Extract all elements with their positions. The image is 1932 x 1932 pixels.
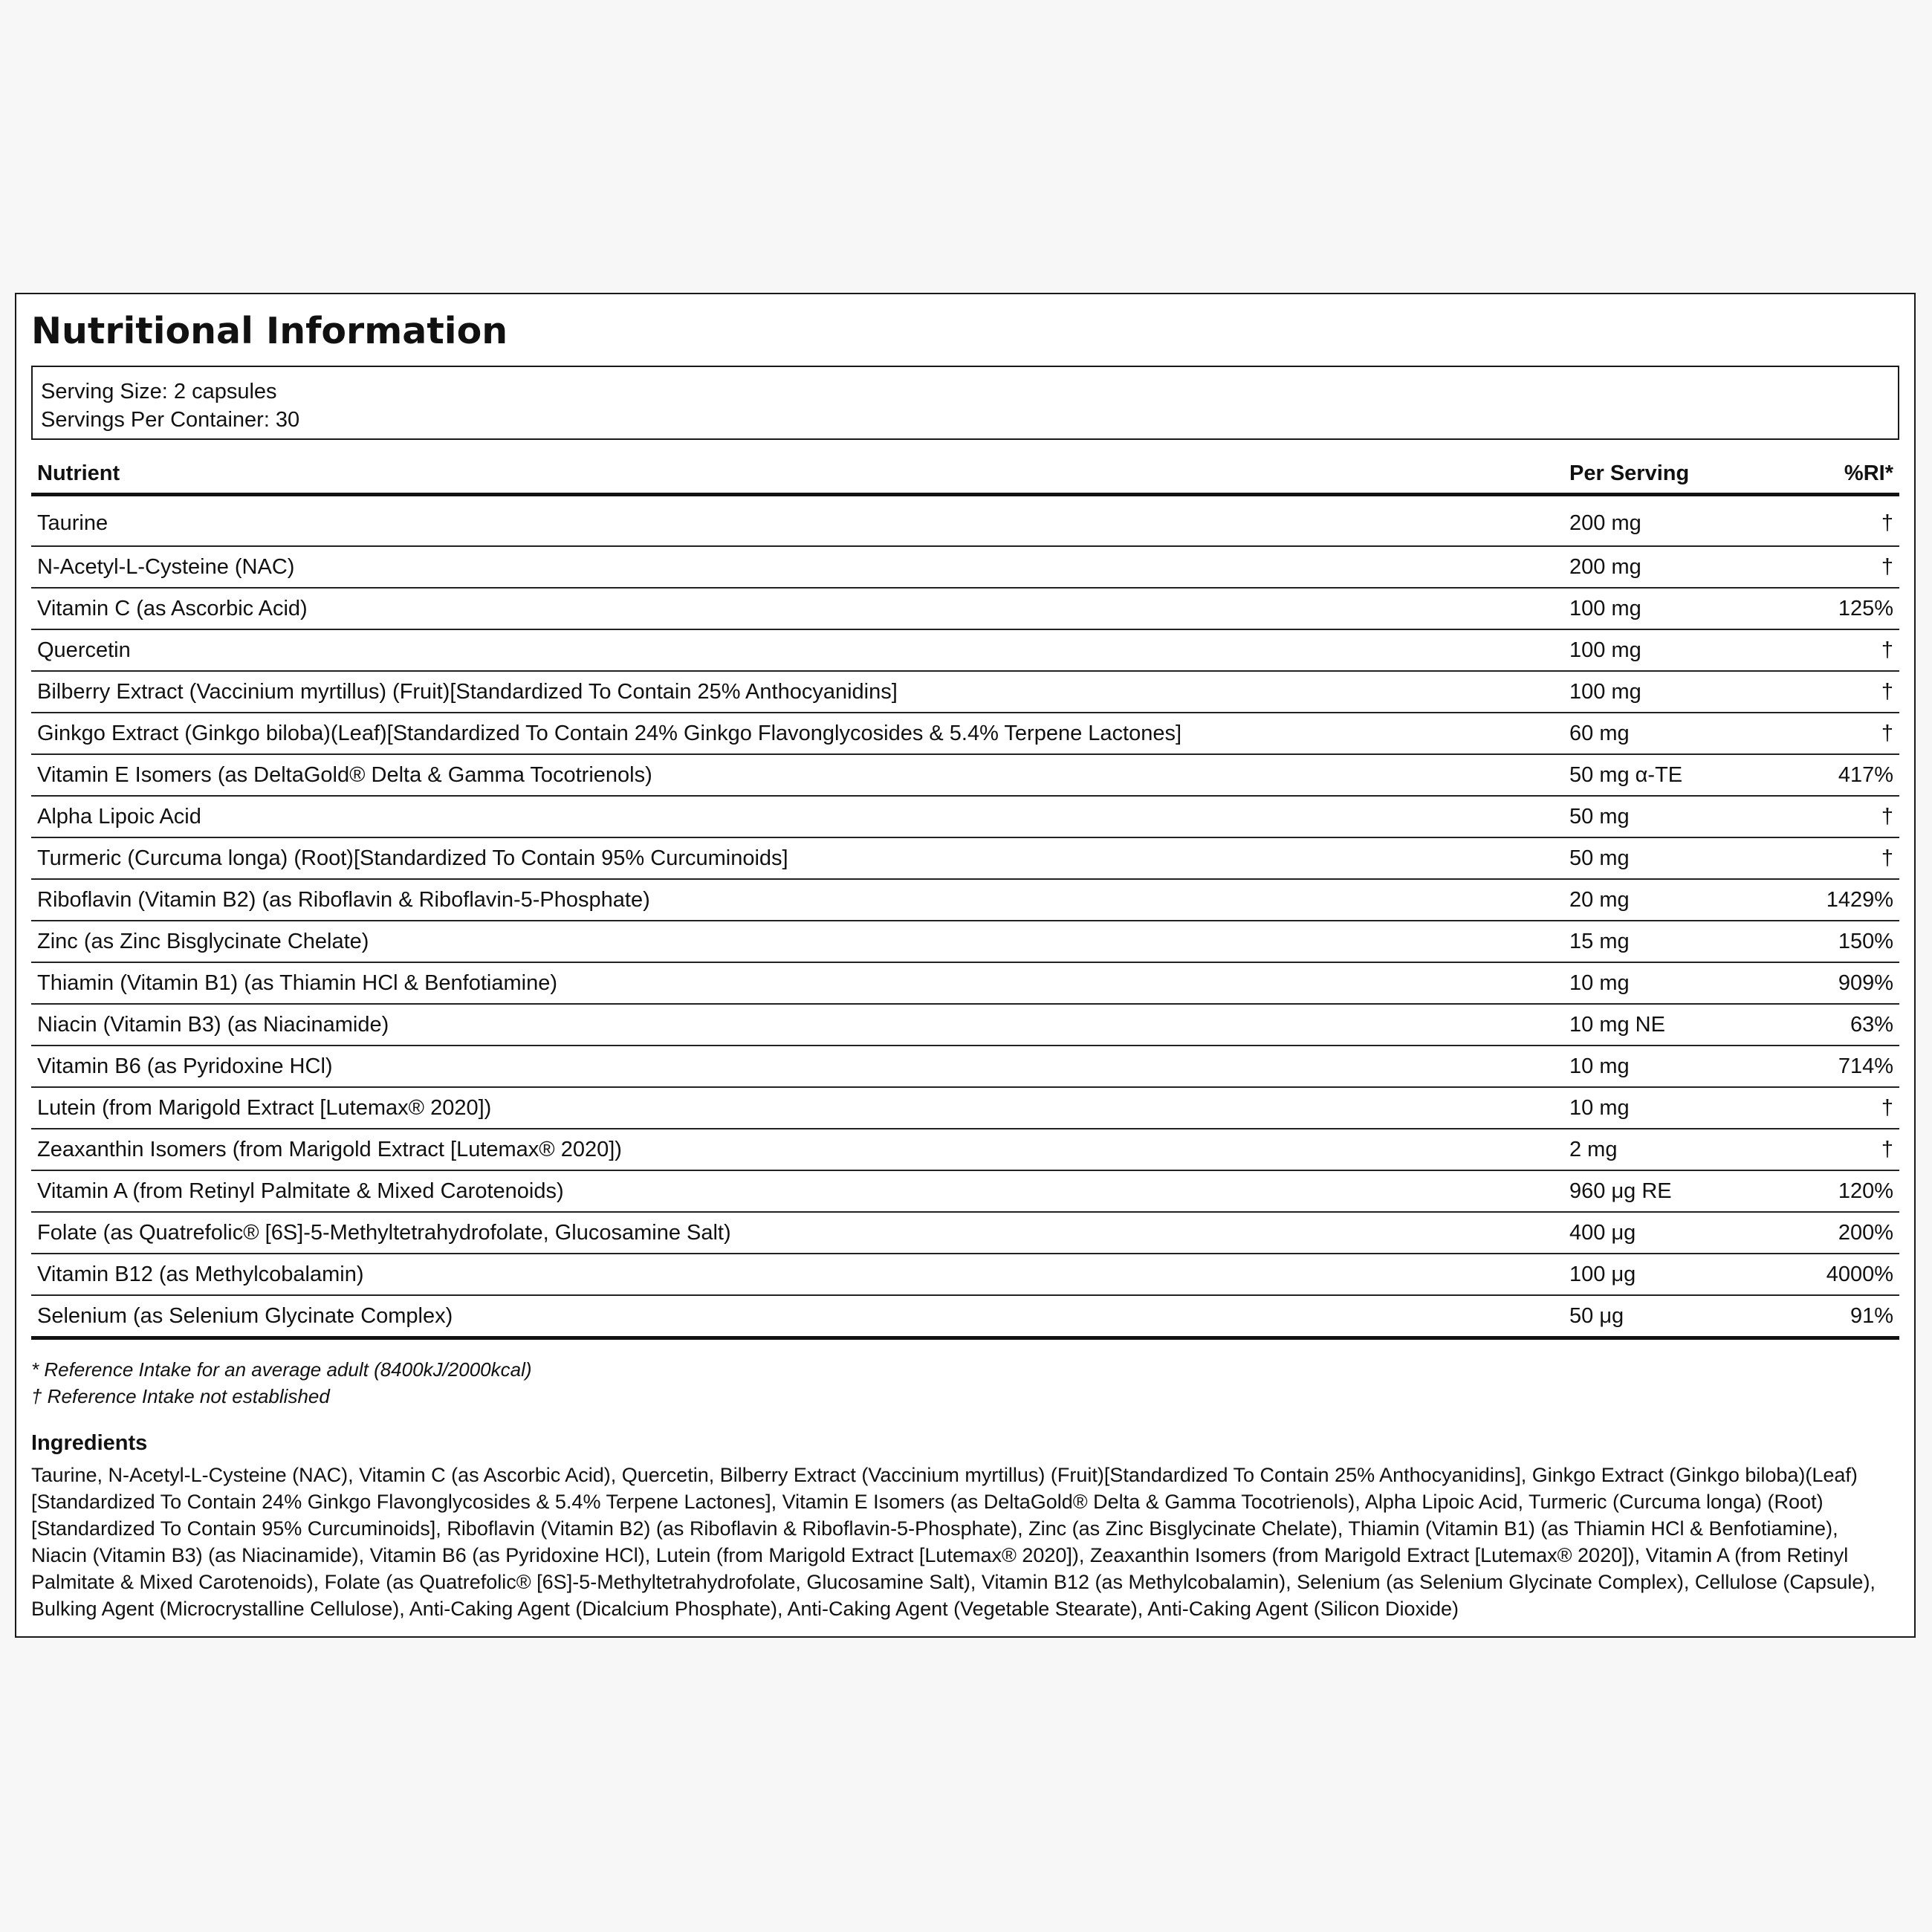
ri-value: †: [1783, 546, 1899, 588]
table-row: [31, 1170, 1899, 1212]
nutrient-name: Vitamin B12 (as Methylcobalamin): [31, 1254, 1563, 1295]
nutrient-name: Selenium (as Selenium Glycinate Complex): [31, 1295, 1563, 1338]
nutrient-name: Lutein (from Marigold Extract [Lutemax® 2020]): [31, 1087, 1563, 1129]
footnotes: [31, 1356, 1899, 1410]
per-serving-value: 10 mg NE: [1563, 1004, 1783, 1046]
nutrient-name: Folate (as Quatrefolic® [6S]-5-Methyltetrahydrofolate, Glucosamine Salt): [31, 1212, 1563, 1254]
table-row: [31, 1129, 1899, 1170]
ri-value: 200%: [1783, 1212, 1899, 1254]
ri-value: 1429%: [1783, 879, 1899, 921]
header-per-serving: Per Serving: [1563, 454, 1783, 495]
ingredients-heading: Ingredients: [31, 1431, 148, 1455]
table-row: [31, 837, 1899, 879]
nutrient-name: Vitamin E Isomers (as DeltaGold® Delta & Gamma Tocotrienols): [31, 754, 1563, 796]
nutrient-name: N-Acetyl-L-Cysteine (NAC): [31, 546, 1563, 588]
table-row: [31, 962, 1899, 1004]
per-serving-value: 10 mg: [1563, 962, 1783, 1004]
per-serving-value: 50 mg: [1563, 796, 1783, 837]
table-row: [31, 1004, 1899, 1046]
ri-value: 909%: [1783, 962, 1899, 1004]
ingredients-text: Taurine, N-Acetyl-L-Cysteine (NAC), Vitamin C (as Ascorbic Acid), Quercetin, Bilberry Extract (Vaccinium myrtillus) (Fruit)[Standardized To Contain 25% Anthocyanidins], Ginkgo Extract (Ginkgo biloba)(Leaf)[Standardized To Contain 24% Ginkgo Flavonglycosides & 5.4% Terpene Lactones], Vitamin E Isomers (as DeltaGold® Delta & Gamma Tocotrienols), Alpha Lipoic Acid, Turmeric (Curcuma longa) (Root)[Standardized To Contain 95% Curcuminoids], Riboflavin (Vitamin B2) (as Riboflavin & Riboflavin-5-Phosphate), Zinc (as Zinc Bisglycinate Chelate), Thiamin (Vitamin B1) (as Thiamin HCl & Benfotiamine), Niacin (Vitamin B3) (as Niacinamide), Vitamin B6 (as Pyridoxine HCl), Lutein (from Marigold Extract [Lutemax® 2020]), Zeaxanthin Isomers (from Marigold Extract [Lutemax® 2020]), Vitamin A (from Retinyl Palmitate & Mixed Carotenoids), Folate (as Quatrefolic® [6S]-5-Methyltetrahydrofolate, Glucosamine Salt), Vitamin B12 (as Methylcobalamin), Selenium (as Selenium Glycinate Complex), Cellulose (Capsule), Bulking Agent (Microcrystalline Cellulose), Anti-Caking Agent (Dicalcium Phosphate), Anti-Caking Agent (Vegetable Stearate), Anti-Caking Agent (Silicon Dioxide): [31, 1464, 1876, 1620]
table-row: [31, 629, 1899, 671]
nutrient-name: Zeaxanthin Isomers (from Marigold Extract [Lutemax® 2020]): [31, 1129, 1563, 1170]
table-row: [31, 879, 1899, 921]
table-row: [31, 1212, 1899, 1254]
nutrient-name: Vitamin A (from Retinyl Palmitate & Mixed Carotenoids): [31, 1170, 1563, 1212]
table-row: [31, 1046, 1899, 1087]
serving-size: Serving Size: 2 capsules: [41, 380, 277, 403]
per-serving-value: 200 mg: [1563, 495, 1783, 547]
nutrient-name: Alpha Lipoic Acid: [31, 796, 1563, 837]
table-row: [31, 1254, 1899, 1295]
nutrient-name: Zinc (as Zinc Bisglycinate Chelate): [31, 921, 1563, 962]
ri-value: 4000%: [1783, 1254, 1899, 1295]
nutrient-name: Bilberry Extract (Vaccinium myrtillus) (Fruit)[Standardized To Contain 25% Anthocyanidins]: [31, 671, 1563, 713]
serving-info-box: [31, 366, 1899, 440]
per-serving-value: 50 μg: [1563, 1295, 1783, 1338]
per-serving-value: 100 mg: [1563, 588, 1783, 629]
ri-value: †: [1783, 837, 1899, 879]
per-serving-value: 20 mg: [1563, 879, 1783, 921]
nutrient-name: Taurine: [31, 495, 1563, 547]
table-row: [31, 796, 1899, 837]
table-row: [31, 495, 1899, 547]
ri-value: †: [1783, 629, 1899, 671]
ri-value: 91%: [1783, 1295, 1899, 1338]
ri-value: 63%: [1783, 1004, 1899, 1046]
page-title: Nutritional Information: [31, 310, 508, 352]
ri-value: †: [1783, 495, 1899, 547]
table-row: [31, 713, 1899, 754]
nutrient-table: [31, 454, 1899, 1340]
table-row: [31, 588, 1899, 629]
table-row: [31, 671, 1899, 713]
nutrient-name: Vitamin B6 (as Pyridoxine HCl): [31, 1046, 1563, 1087]
ri-value: 714%: [1783, 1046, 1899, 1087]
ri-value: 125%: [1783, 588, 1899, 629]
per-serving-value: 60 mg: [1563, 713, 1783, 754]
per-serving-value: 100 mg: [1563, 671, 1783, 713]
table-row: [31, 546, 1899, 588]
nutrient-name: Riboflavin (Vitamin B2) (as Riboflavin & Riboflavin-5-Phosphate): [31, 879, 1563, 921]
per-serving-value: 960 μg RE: [1563, 1170, 1783, 1212]
dagger-footnote: † Reference Intake not established: [31, 1385, 330, 1407]
per-serving-value: 10 mg: [1563, 1046, 1783, 1087]
nutrient-name: Turmeric (Curcuma longa) (Root)[Standardized To Contain 95% Curcuminoids]: [31, 837, 1563, 879]
per-serving-value: 10 mg: [1563, 1087, 1783, 1129]
nutrient-rows: [31, 495, 1899, 1338]
nutrient-name: Vitamin C (as Ascorbic Acid): [31, 588, 1563, 629]
table-row: [31, 754, 1899, 796]
per-serving-value: 200 mg: [1563, 546, 1783, 588]
table-row: [31, 921, 1899, 962]
ri-value: 417%: [1783, 754, 1899, 796]
nutrient-name: Quercetin: [31, 629, 1563, 671]
ri-value: 120%: [1783, 1170, 1899, 1212]
per-serving-value: 100 μg: [1563, 1254, 1783, 1295]
servings-per-container: Servings Per Container: 30: [41, 408, 300, 432]
per-serving-value: 2 mg: [1563, 1129, 1783, 1170]
ri-value: †: [1783, 671, 1899, 713]
per-serving-value: 100 mg: [1563, 629, 1783, 671]
nutrient-name: Thiamin (Vitamin B1) (as Thiamin HCl & Benfotiamine): [31, 962, 1563, 1004]
table-row: [31, 1087, 1899, 1129]
per-serving-value: 15 mg: [1563, 921, 1783, 962]
per-serving-value: 400 μg: [1563, 1212, 1783, 1254]
ri-footnote: * Reference Intake for an average adult (8400kJ/2000kcal): [31, 1358, 532, 1381]
nutrition-panel: [15, 293, 1916, 1638]
nutrient-name: Ginkgo Extract (Ginkgo biloba)(Leaf)[Standardized To Contain 24% Ginkgo Flavonglycosides & 5.4% Terpene Lactones]: [31, 713, 1563, 754]
header-ri: %RI*: [1783, 454, 1899, 495]
header-nutrient: Nutrient: [31, 454, 1563, 495]
nutrient-name: Niacin (Vitamin B3) (as Niacinamide): [31, 1004, 1563, 1046]
ri-value: †: [1783, 1129, 1899, 1170]
ri-value: †: [1783, 1087, 1899, 1129]
ri-value: †: [1783, 796, 1899, 837]
per-serving-value: 50 mg α-TE: [1563, 754, 1783, 796]
ri-value: 150%: [1783, 921, 1899, 962]
table-row: [31, 1295, 1899, 1338]
ri-value: †: [1783, 713, 1899, 754]
per-serving-value: 50 mg: [1563, 837, 1783, 879]
table-header-row: [31, 454, 1899, 495]
